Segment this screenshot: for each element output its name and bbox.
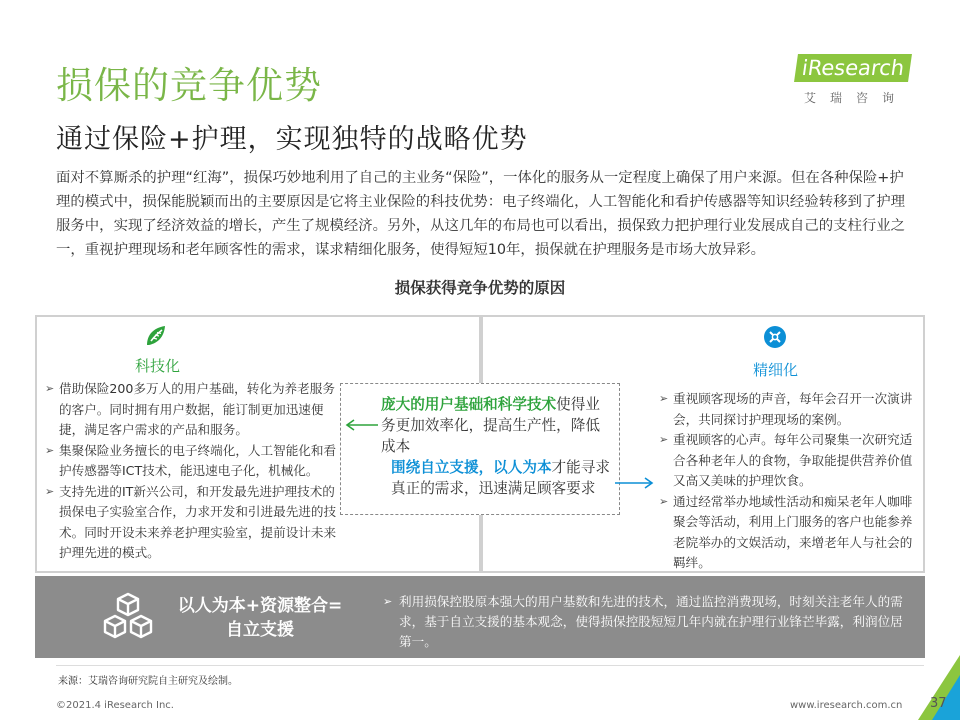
iresearch-logo	[796, 54, 914, 108]
list-item: ➢ 支持先进的IT新兴公司，和开发最先进护理技术的损保电子实验室合作，力求开发和引进最先进的技术。同时开设未来养老护理实验室，提前设计未来护理先进的模式。	[45, 482, 345, 564]
callout-green-highlight: 庞大的用户基础和科学技术	[381, 396, 557, 413]
logo-wordmark: iResearch	[794, 54, 912, 82]
technology-bullets	[45, 379, 345, 564]
website-link[interactable]: www.iresearch.com.cn	[790, 700, 903, 711]
copyright: ©2021.4 iResearch Inc.	[56, 700, 174, 711]
page-number: 37	[930, 696, 947, 711]
intro-paragraph: 面对不算厮杀的护理“红海”，损保巧妙地利用了自己的主业务“保险”，一体化的服务从一定程度上确保了用户来源。但在各种保险+护理的模式中，损保能脱颖而出的主要原因是它将主业保险的科技优势：电子终端化，人工智能化和看护传感器等知识经验转移到了护理服务中，实现了经济效益的增长，产生了规模经济。另外，从这几年的布局也可以看出，损保致力把护理行业发展成自己的支柱行业之一，重视护理现场和老年顾客性的需求，谋求精细化服务，使得短短10年，损保就在护理服务是市场大放异彩。	[56, 170, 906, 258]
summary-band	[35, 576, 925, 658]
list-item: ➢ 通过经常举办地域性活动和痴呆老年人咖啡聚会等活动，利用上门服务的客户也能参养老院举办的文娱活动，来增老年人与社会的羁绊。	[659, 492, 915, 574]
list-item: ➢ 集聚保险业务擅长的电子终端化，人工智能化和看护传感器等ICT技术，能迅速电子化，机械化。	[45, 441, 345, 482]
callout-blue-highlight: 围绕自立支援，以人为本	[391, 459, 552, 476]
callout-needs	[391, 457, 611, 499]
cubes-icon	[101, 592, 155, 640]
source-note: 来源：艾瑞咨询研究院自主研究及绘制。	[58, 676, 238, 687]
callout-efficiency	[381, 394, 605, 457]
callout-green-rest: 使得业务更加效率化，提高生产性，降低成本	[381, 396, 600, 455]
list-item: ➢ 重视顾客现场的声音，每年会召开一次演讲会，共同探讨护理现场的案例。	[659, 389, 915, 430]
list-item: ➢ 借助保险200多万人的用户基础，转化为养老服务的客户。同时拥有用户数据，能订制更加迅速便捷，满足客户需求的产品和服务。	[45, 379, 345, 441]
arrow-left-green	[344, 418, 380, 432]
list-item: ➢ 重视顾客的心声。每年公司聚集一次研究适合各种老年人的食物，争取能提供营养价值又高又美味的护理饮食。	[659, 430, 915, 492]
arrow-right-blue	[613, 476, 655, 490]
footer-divider	[56, 665, 924, 666]
callout-blue-rest: 才能寻求真正的需求，迅速满足顾客要求	[391, 459, 610, 497]
leaf-hand-icon	[143, 323, 169, 349]
diagram-title: 损保获得竞争优势的原因	[394, 279, 566, 297]
summary-bullets	[383, 592, 903, 652]
technology-title: 科技化	[135, 357, 181, 375]
search-icon	[763, 325, 787, 349]
center-callout	[340, 383, 620, 515]
page-subtitle: 通过保险+护理，实现独特的战略优势	[56, 124, 528, 155]
page-title: 损保的竞争优势	[56, 64, 322, 107]
refinement-bullets	[659, 389, 915, 574]
logo-subtext: 艾瑞咨询	[804, 91, 909, 105]
refinement-title: 精细化	[753, 361, 799, 379]
list-item: ➢ 利用损保控股原本强大的用户基数和先进的技术，通过监控消费现场，时刻关注老年人的需求，基于自立支援的基本观念，使得损保控股短短几年内就在护理行业锋芒毕露，利润位居第一。	[383, 592, 903, 652]
summary-title: 以人为本+资源整合=自立支援	[177, 596, 343, 640]
